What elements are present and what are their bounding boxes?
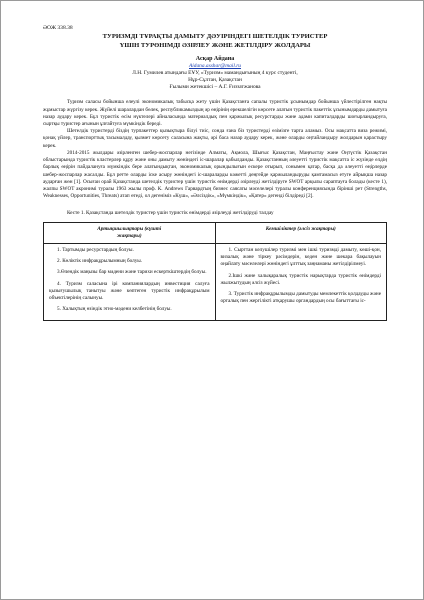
author-affiliation — [43, 70, 387, 91]
udc-code: ӘОЖ 338.38 — [43, 25, 73, 31]
weaknesses-cell — [215, 243, 387, 320]
weakness-item-3: 3. Туристік инфрақұрылымды дамытуды мемлекеттік қолдауды және орталық пен жергілікті атқарушы органдардың осы бағыттағы іс- — [220, 290, 381, 305]
strength-item-3: 3.Өлендік маңызы бар мәдени және тарихи ескерткіштердің болуы. — [57, 269, 207, 276]
strength-item-1: 1. Тартымды ресурстардың болуы. — [57, 246, 134, 253]
weakness-item-2: 2.Ішкі және халықаралық туристік нарықтарда туристік өнімдерді жылжытудың әлсіз жүйесі. — [220, 272, 381, 286]
article-title — [43, 33, 387, 50]
title-line-1: ТУРИЗМДІ ТҰРАҚТЫ ДАМЫТУ ДӘУІРІНДЕГІ ШЕТЕЛДІК ТУРИСТЕР — [102, 33, 328, 41]
body-paragraph-1: Туризм саласы бойынша елеулі экономикалық табысқа жету үшін Қазақстанға сапалы туристік ұсынымдар бойынша үйлестірілген нақты жұмыстар жүргізу керек. Жүйелі шаралардан бөлек, республикамыздың әр өңірінің ерекшелігін көрсете алатын туристік пакеттік ұсынымдарды дамытуға назар аудару керек. Бұл туристік өсім нүктелері айналасында материалдық пен қаржылық ресурстарды және адами капиталдарды шоғырландыруға, сыртқы туристер ағынын ұлғайтуға мүмкіндік береді. — [43, 99, 387, 128]
weakness-item-1: 1. Сырттан келушілер туризмі мен ішкі туризмді дамыту, көші-қон, визалық және тіркеу рәсімдерін, кеден және шекара бақылауын оңайлату мәселелері жөніндегі ұлттық заңнаманы жетілдірілмеуі. — [220, 246, 381, 268]
table-header-row — [44, 222, 387, 243]
strength-item-2: 2. Көліктік инфрақұрылымның болуы. — [57, 258, 143, 265]
strengths-cell — [44, 243, 216, 320]
affiliation-line-2: Нұр-Сұлтан, Қазақстан — [188, 77, 242, 84]
author-name: Асқар Айдана — [195, 56, 235, 63]
title-line-2: ҮШІН ТУРӨНІМДІ ӘЗІРЛЕУ ЖӘНЕ ЖЕТІЛДІРУ ЖОЛДАРЫ — [119, 41, 311, 49]
body-paragraph-3: 2014-2015 жылдары әзірленген шебер-жоспарлар негізінде Алматы, Ақмола, Шығыс Қазақстан, Маңғыстау және Оңтүстік Қазақстан облыстарында туристік кластерлер құру және оны дамыту жөніндегі іс-шаралар қабылданды. Қазақстанның әлеуетті туристік мақсатта іс жүзінде елдің барлық өңірін пайдалануға мүмкіндік бере алатындықтан, экономикалық орындылығын ескере отырып, сонымен қатар, басқа да әлеуетті өңірлерде шебер-жоспарлар жасалды. Бұл ретте оларды іске асыру жөніндегі іс-шараларды кәжетті деңгейде қаржыландыруды қамтамасыз етуге айрықша назар аударған жөн [1]. Осығаи орай Қазақстанда шетелдік туристер үшін туристік өнімдерді әзірлеуді жетілдіруге SWOT арқылы сараптауға болады (кесте 1), жалпы SWOT акронимі туралы 1963 жылы проф. К. Andrews Гарвардтың бизнес саясаты мәселелері туралы конференциясында бірінші рет (Strengths, Weaknesses, Opportunities, Threats) атап өтеді, ол дегеніміз «Күш», «Әлсіздік», «Мүмкіндік», «Қатер» дегенді білдіреді [2]. — [43, 149, 387, 200]
author-email-link[interactable]: Aidana.asshar@mail.ru — [189, 63, 241, 70]
table-row — [44, 243, 387, 320]
strengths-header: Артықшылықтары (күшті жақтары) — [44, 222, 216, 243]
table-caption: Кесте 1. Қазақстанда шетелдік туристер үшін туристік өнімдерді әзірлеуді жетілдіруді талдау — [67, 210, 274, 217]
body-paragraph-2: Шетелдік туристерді біздің турпакеттер қызықтыра білуі тиіс, сонда ғана біз туристерді өзімізге тарта аламыз. Осы мақсатта виза режимі, қонақ үйлер, транспорттық тасымалдау, қызмет көрсету саласына жақты, әрі баса назар аудару керек, және оларды оңтайландыру жолдарын қарастыру керек. — [43, 128, 387, 149]
affiliation-line-1: Л.Н. Гумилев атындағы ЕҰУ, «Туризм» мамандығының 4 курс студенті, — [132, 70, 298, 77]
page-content — [43, 25, 387, 321]
swot-table — [43, 222, 387, 322]
strength-item-5: 5. Халықтың өзіндік этно-мәдени келбетінің болуы. — [57, 306, 172, 313]
weaknesses-header: Кемшіліктер (әлсіз жақтары) — [215, 222, 387, 243]
affiliation-line-3: Ғылыми жетекшісі – А.Г. Ғиззатжанова — [169, 84, 261, 91]
strength-item-4: 4. Туризм саласына ірі компаниялардың инвестиция салуға қызығушылық танытуы және көптеген туристік инфрақұрылым объектілерінің салынуы. — [49, 280, 210, 301]
